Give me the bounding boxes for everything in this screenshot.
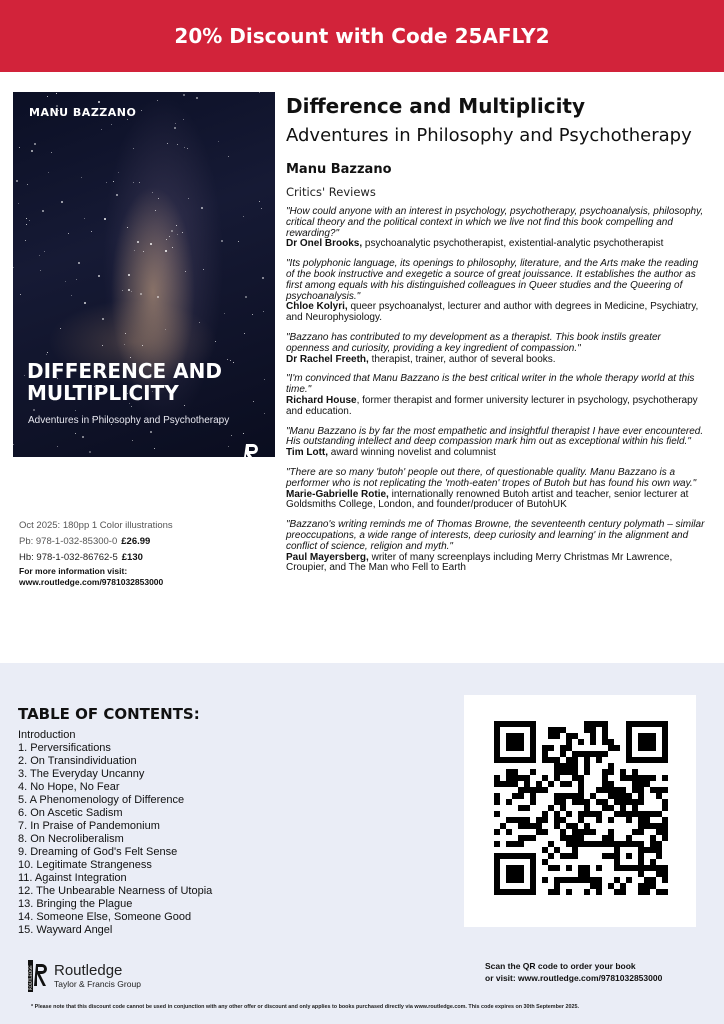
hardback-price: £130	[121, 552, 143, 563]
reviewer-name: Chloe Kolyri,	[286, 301, 348, 313]
cover-star	[133, 182, 134, 183]
cover-star	[24, 375, 25, 376]
toc-item: 11. Against Integration	[18, 872, 127, 884]
cover-star	[27, 184, 28, 185]
cover-star	[47, 96, 48, 97]
cover-star	[128, 274, 130, 276]
cover-star	[264, 413, 265, 414]
book-author: Manu Bazzano	[286, 162, 392, 177]
cover-star	[244, 333, 245, 334]
cover-star	[75, 433, 76, 434]
cover-star	[169, 236, 170, 237]
toc-item: 14. Someone Else, Someone Good	[18, 911, 192, 923]
cover-star	[111, 124, 112, 125]
cover-star	[201, 207, 203, 209]
cover-star	[118, 172, 119, 173]
reviewer-role: award winning novelist and columnist	[328, 447, 496, 459]
cover-star	[224, 313, 225, 314]
cover-star	[60, 328, 61, 329]
review-item	[286, 207, 706, 250]
cover-star	[104, 218, 106, 220]
cover-star	[116, 194, 118, 196]
review-item	[286, 259, 706, 324]
toc-item: 2. On Transindividuation	[18, 755, 137, 767]
cover-star	[221, 240, 223, 242]
cover-star	[187, 148, 188, 149]
cover-star	[228, 446, 229, 447]
discount-text: 20% Discount with Code 25AFLY2	[174, 24, 550, 48]
cover-star	[152, 192, 153, 193]
cover-star	[124, 344, 125, 345]
cover-star	[150, 243, 152, 245]
review-quote: "Bazzano has contributed to my development as a therapist. This book instils greater openness and curiosity, providing a key ingredient of compassion."	[286, 331, 661, 354]
cover-star	[127, 119, 128, 120]
toc-item: 9. Dreaming of God's Felt Sense	[18, 846, 178, 858]
cover-star	[177, 234, 178, 235]
cover-star	[137, 241, 139, 243]
reviewer-role: queer psychoanalyst, lecturer and author with degrees in Medicine, Psychiatry, and Neurophysiology.	[286, 301, 699, 324]
review-attribution	[286, 302, 706, 324]
cover-star	[243, 433, 244, 434]
cover-star	[176, 225, 177, 226]
toc-title: TABLE OF CONTENTS:	[18, 705, 200, 723]
paperback-line	[19, 534, 173, 550]
more-info-link[interactable]: www.routledge.com/9781032853000	[19, 577, 164, 587]
toc-item: 15. Wayward Angel	[18, 924, 113, 936]
cover-star	[133, 148, 134, 149]
reviewer-name: Richard House	[286, 394, 357, 406]
cover-star	[16, 180, 18, 182]
publisher-group: Taylor & Francis Group	[54, 979, 141, 989]
footnote: * Please note that this discount code cannot be used in conjunction with any other offer or discount and only applies to books purchased directly via www.routledge.com. This code expires on 30th September 2025.	[31, 1004, 579, 1010]
scan-line1: Scan the QR code to order your book	[485, 961, 636, 971]
review-attribution	[286, 490, 706, 512]
review-quote: "Its polyphonic language, its openings to philosophy, literature, and the Arts make the reading of the book instructive and exegetic a source of great jouissance. It establishes the author as first among equals with his distinguished colleagues in Queer studies and the Queering of psychoanalysis."	[286, 258, 699, 302]
cover-star	[13, 444, 14, 445]
cover-star	[98, 275, 100, 277]
review-attribution	[286, 239, 706, 250]
cover-star	[185, 271, 186, 272]
cover-star	[175, 123, 176, 124]
cover-star	[196, 97, 198, 99]
cover-star	[78, 262, 80, 264]
book-info	[286, 92, 706, 583]
reviewer-role: internationally renowned Butoh artist and teacher, senior lecturer at Goldsmiths College, London, and founder/producer of ButohUK	[286, 488, 689, 511]
toc-item: 4. No Hope, No Fear	[18, 781, 120, 793]
cover-star	[44, 251, 45, 252]
cover-star	[84, 302, 86, 304]
reviews-list	[286, 207, 706, 574]
book-details	[19, 518, 173, 588]
cover-title-line1: DIFFERENCE AND	[27, 359, 222, 383]
cover-star	[76, 279, 77, 280]
cover-star	[259, 201, 260, 202]
publication-date: Oct 2025: 180pp 1 Color illustrations	[19, 520, 173, 531]
reviewer-name: Tim Lott,	[286, 447, 329, 459]
cover-star	[106, 182, 107, 183]
cover-star	[262, 277, 264, 279]
cover-star	[259, 92, 260, 93]
cover-star	[142, 345, 143, 346]
review-quote: "I'm convinced that Manu Bazzano is the best critical writer in the whole therapy world at this time."	[286, 373, 695, 396]
cover-star	[252, 314, 253, 315]
cover-star	[172, 247, 173, 248]
reviewer-role: therapist, trainer, author of several books.	[368, 353, 556, 365]
cover-title-line2: MULTIPLICITY	[27, 381, 179, 405]
more-info-label: For more information visit:	[19, 566, 128, 576]
cover-star	[174, 127, 176, 129]
cover-star	[102, 318, 104, 320]
book-cover	[13, 92, 275, 457]
cover-star	[18, 203, 19, 204]
discount-banner	[0, 0, 724, 72]
cover-star	[183, 119, 184, 120]
cover-author: MANU BAZZANO	[29, 106, 137, 119]
cover-star	[261, 208, 262, 209]
cover-star	[98, 101, 100, 103]
cover-star	[245, 296, 247, 298]
cover-star	[127, 227, 128, 228]
cover-star	[231, 435, 232, 436]
reviewer-role: writer of many screenplays including Merry Christmas Mr Lawrence, Croupier, and The Man who Fell to Earth	[286, 551, 673, 574]
routledge-r-icon	[243, 442, 261, 457]
cover-star	[56, 93, 57, 94]
cover-star	[113, 181, 114, 182]
review-item	[286, 427, 706, 459]
scan-info	[485, 960, 662, 984]
review-attribution	[286, 396, 706, 418]
toc-item: 7. In Praise of Pandemonium	[18, 820, 160, 832]
reviewer-name: Dr Onel Brooks,	[286, 238, 363, 250]
toc-item: 3. The Everyday Uncanny	[18, 768, 145, 780]
cover-star	[166, 239, 167, 240]
toc-item: 5. A Phenomenology of Difference	[18, 794, 185, 806]
cover-star	[75, 410, 76, 411]
cover-star	[143, 251, 144, 252]
review-quote: "There are so many 'butoh' people out there, of questionable quality. Manu Bazzano is a performer who is not replicating the 'moth-eaten' tropes of Butoh but has found his own way."	[286, 466, 697, 489]
cover-subtitle: Adventures in Philosophy and Psychotherapy	[28, 415, 230, 426]
cover-star	[68, 233, 69, 234]
cover-star	[26, 224, 27, 225]
cover-star	[131, 291, 132, 292]
publisher-name: Routledge	[54, 962, 123, 979]
cover-star	[218, 141, 219, 142]
cover-star	[171, 230, 173, 232]
toc-item: 1. Perversifications	[18, 742, 111, 754]
cover-star	[188, 198, 189, 199]
cover-star	[154, 448, 155, 449]
cover-star	[177, 144, 178, 145]
cover-star	[82, 436, 84, 438]
review-attribution	[286, 448, 706, 459]
cover-star	[157, 296, 159, 298]
routledge-r-icon	[28, 960, 50, 992]
cover-star	[150, 431, 152, 433]
cover-star	[84, 218, 85, 219]
cover-star	[165, 250, 167, 252]
cover-title	[27, 360, 267, 404]
review-item	[286, 374, 706, 417]
cover-star	[157, 100, 158, 101]
toc-item: 8. On Necroliberalism	[18, 833, 124, 845]
cover-star	[91, 231, 92, 232]
cover-star	[263, 311, 264, 312]
cover-star	[182, 232, 183, 233]
toc-item: 13. Bringing the Plague	[18, 898, 133, 910]
cover-star	[165, 329, 166, 330]
review-attribution	[286, 553, 706, 575]
cover-star	[71, 295, 72, 296]
review-item	[286, 333, 706, 365]
review-item	[286, 520, 706, 574]
qr-code-icon[interactable]	[494, 721, 668, 895]
hardback-line	[19, 550, 173, 566]
scan-line2[interactable]: or visit: www.routledge.com/9781032853000	[485, 973, 663, 983]
cover-star	[33, 409, 35, 411]
cover-star	[13, 267, 14, 268]
cover-star	[203, 269, 204, 270]
cover-star	[140, 293, 142, 295]
cover-star	[183, 94, 185, 96]
reviewer-role: psychoanalytic psychotherapist, existential-analytic psychotherapist	[362, 238, 664, 250]
cover-star	[19, 147, 20, 148]
cover-star	[134, 250, 135, 251]
cover-star	[48, 172, 49, 173]
book-title: Difference and Multiplicity	[286, 94, 586, 118]
cover-star	[89, 451, 91, 453]
cover-star	[128, 289, 130, 291]
cover-star	[122, 290, 123, 291]
cover-star	[243, 216, 244, 217]
cover-star	[102, 345, 103, 346]
cover-star	[184, 405, 185, 406]
cover-star	[131, 406, 132, 407]
cover-star	[34, 143, 36, 145]
cover-star	[25, 240, 26, 241]
cover-star	[139, 182, 140, 183]
cover-star	[167, 143, 168, 144]
toc-item: Introduction	[18, 729, 76, 741]
cover-star	[155, 210, 156, 211]
cover-star	[57, 446, 58, 447]
cover-star	[125, 333, 126, 334]
review-quote: "Bazzano's writing reminds me of Thomas Browne, the seventeenth century polymath – similar preoccupations, a wide range of interests, deep curiosity and learning' in the alignment and conflict of science, religion and myth."	[286, 519, 705, 552]
toc-list	[18, 729, 212, 937]
cover-star	[29, 220, 30, 221]
hardback-isbn: Hb: 978-1-032-86762-5	[19, 552, 118, 563]
cover-star	[158, 198, 159, 199]
paperback-isbn: Pb: 978-1-032-85300-0	[19, 536, 118, 547]
cover-star	[141, 110, 142, 111]
cover-star	[215, 341, 216, 342]
reviewer-role: , former therapist and former university lecturer in psychology, psychotherapy and education.	[286, 394, 698, 417]
toc-item: 10. Legitimate Strangeness	[18, 859, 152, 871]
cover-star	[132, 440, 133, 441]
reviewer-name: Marie-Gabrielle Rotie,	[286, 488, 389, 500]
paperback-price: £26.99	[121, 536, 151, 547]
cover-star	[130, 357, 131, 358]
reviewer-name: Dr Rachel Freeth,	[286, 353, 369, 365]
cover-star	[47, 352, 48, 353]
cover-star	[101, 129, 102, 130]
cover-star	[31, 150, 33, 152]
toc-item: 6. On Ascetic Sadism	[18, 807, 123, 819]
cover-star	[238, 241, 239, 242]
cover-star	[184, 147, 185, 148]
cover-star	[42, 210, 44, 212]
review-attribution	[286, 355, 706, 366]
review-quote: "How could anyone with an interest in psychology, psychotherapy, psychoanalysis, philosophy, critical theory and the political context in which we live not find this book compelling and rewarding?"	[286, 206, 704, 239]
cover-star	[199, 322, 200, 323]
toc-item: 12. The Unbearable Nearness of Utopia	[18, 885, 213, 897]
cover-star	[20, 294, 21, 295]
cover-star	[65, 281, 66, 282]
review-item	[286, 468, 706, 511]
cover-star	[46, 354, 47, 355]
cover-star	[61, 201, 63, 203]
cover-star	[51, 152, 52, 153]
cover-star	[40, 270, 41, 271]
cover-star	[81, 177, 82, 178]
cover-star	[26, 218, 27, 219]
book-subtitle: Adventures in Philosophy and Psychotherapy	[286, 125, 692, 146]
reviewer-name: Paul Mayersberg,	[286, 551, 369, 563]
routledge-vertical-text: ROUTLEDGE	[28, 965, 33, 990]
cover-star	[228, 156, 229, 157]
reviews-heading: Critics' Reviews	[286, 185, 376, 199]
review-quote: "Manu Bazzano is by far the most empathetic and insightful therapist I have ever encountered. His outstanding intellect and deep compassion mark him out as exceptional within his field."	[286, 425, 704, 448]
cover-star	[39, 255, 40, 256]
routledge-logo	[28, 960, 141, 992]
